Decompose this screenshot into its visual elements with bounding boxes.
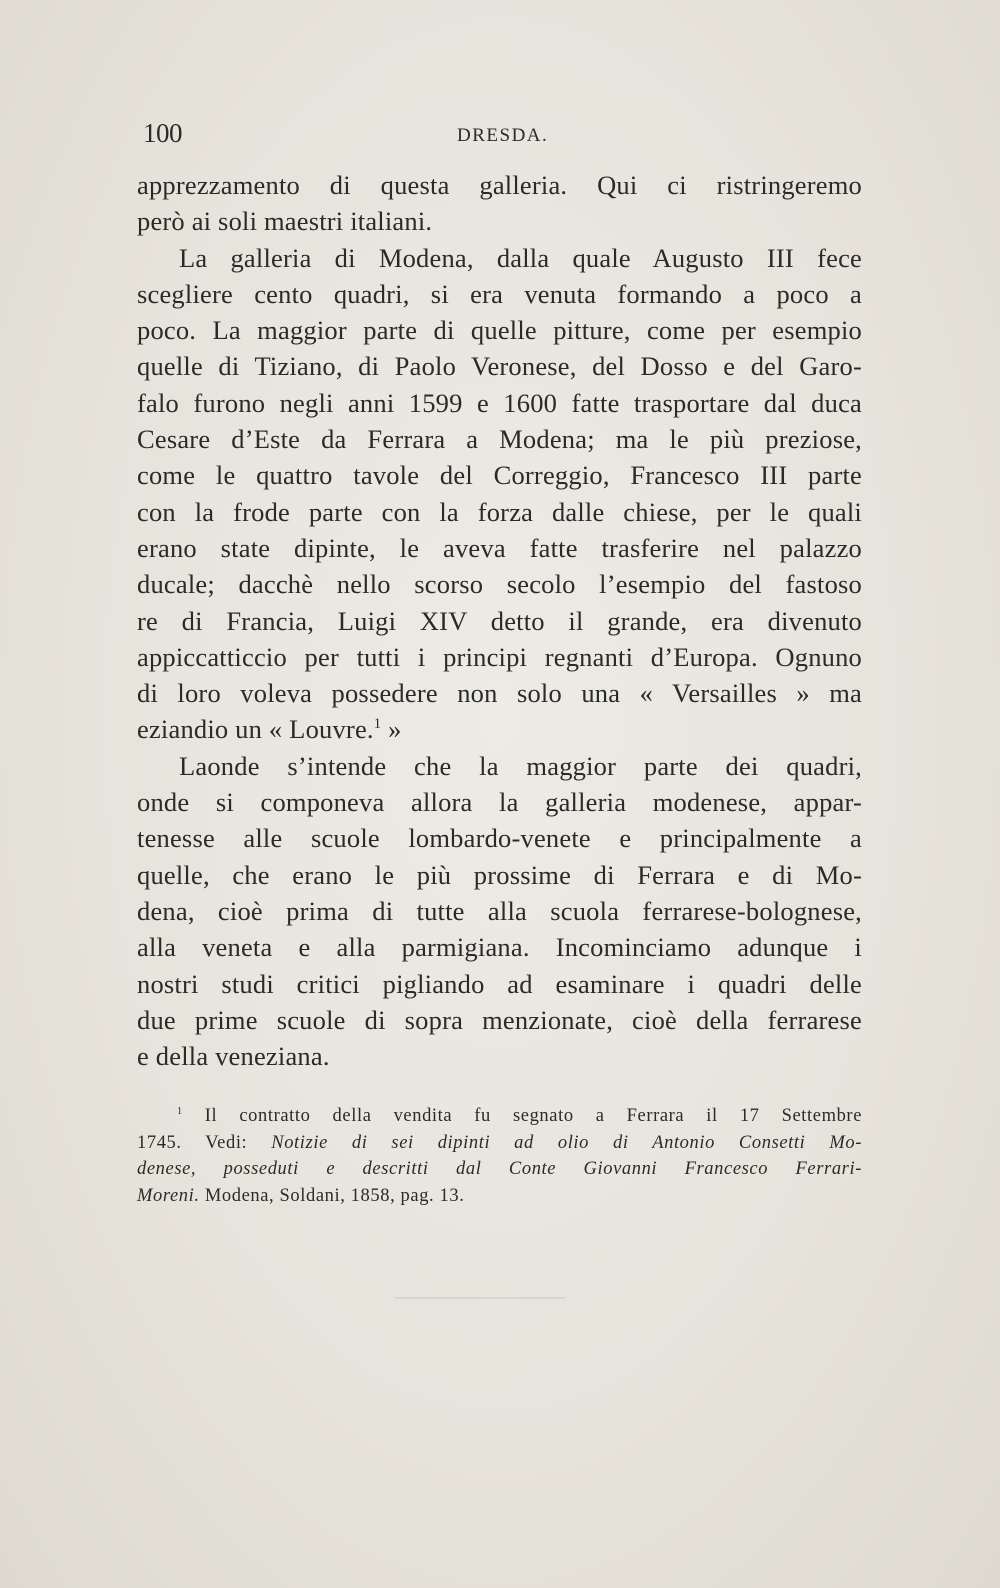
page-header: [143, 118, 860, 154]
footnote-title: Notizie di sei dipinti ad olio di Antonio Consetti Mo-: [271, 1132, 862, 1153]
text-line: nostri studi critici pigliando ad esaminare i quadri delle: [137, 968, 862, 999]
footnote-reference: 1: [373, 716, 382, 733]
text-line: di loro voleva possedere non solo una « Versailles » ma: [137, 678, 862, 709]
text-line: falo furono negli anni 1599 e 1600 fatte trasportare dal duca: [137, 387, 862, 418]
paragraph-2: [137, 240, 862, 748]
closing-quote: »: [388, 714, 402, 745]
text-line: ducale; dacchè nello scorso secolo l’esempio del fastoso: [137, 569, 862, 600]
paragraph-1: [137, 167, 862, 240]
text-line: La galleria di Modena, dalla quale Augusto III fece: [179, 242, 862, 273]
text-line: quelle di Tiziano, di Paolo Veronese, del Dosso e del Garo-: [137, 351, 862, 382]
footnote-text: Modena, Soldani, 1858, pag. 13.: [199, 1185, 465, 1206]
footnote-line: [137, 1183, 862, 1210]
text-line: con la frode parte con la forza dalle chiese, per le quali: [137, 496, 862, 527]
text-line: re di Francia, Luigi XIV detto il grande, era divenuto: [137, 605, 862, 636]
text-line: Cesare d’Este da Ferrara a Modena; ma le più preziose,: [137, 424, 862, 455]
running-title: DRESDA.: [457, 125, 549, 146]
text-line: appiccatticcio per tutti i principi regnanti d’Europa. Ognuno: [137, 641, 862, 672]
footnote-text: Il contratto della vendita fu segnato a Ferrara il 17 Settembre: [204, 1106, 863, 1126]
footnote-line: [137, 1130, 862, 1157]
text-line: poco. La maggior parte di quelle pitture, come per esempio: [137, 315, 862, 346]
body-text: [137, 167, 862, 1074]
text-line: apprezzamento di questa galleria. Qui ci ristringeremo: [137, 170, 862, 200]
text-line: due prime scuole di sopra menzionate, cioè della ferrarese: [137, 1004, 862, 1035]
text-line: erano state dipinte, le aveva fatte trasferire nel palazzo: [137, 532, 862, 563]
text-line: tenesse alle scuole lombardo-venete e principalmente a: [137, 823, 862, 854]
footnote-title: Moreni.: [137, 1185, 200, 1206]
text-line: scegliere cento quadri, si era venuta formando a poco a: [137, 278, 862, 309]
footnote-line: [137, 1156, 862, 1183]
text-line: come le quattro tavole del Correggio, Francesco III parte: [137, 460, 862, 491]
text-line: però ai soli maestri italiani.: [137, 206, 433, 237]
text-line: Laonde s’intende che la maggior parte dei quadri,: [179, 750, 862, 781]
footnote-line: [137, 1103, 862, 1130]
text-fragment: eziandio un « Louvre.: [137, 714, 374, 745]
page-number: 100: [143, 118, 182, 148]
text-line: dena, cioè prima di tutte alla scuola ferrarese-bolognese,: [137, 895, 862, 926]
show-through-from-reverse: [165, 1253, 870, 1333]
text-line: quelle, che erano le più prossime di Ferrara e di Mo-: [137, 859, 862, 890]
separator-rule: [395, 1297, 565, 1299]
footnote-marker: 1: [177, 1105, 183, 1117]
footnote-title: denese, posseduti e descritti dal Conte Giovanni Francesco Ferrari-: [137, 1159, 862, 1179]
text-line: alla veneta e alla parmigiana. Incominciamo adunque i: [137, 932, 862, 963]
footnote: [137, 1103, 862, 1209]
footnote-text: 1745. Vedi:: [137, 1132, 272, 1153]
paragraph-3: [137, 748, 862, 1075]
text-line: e della veneziana.: [137, 1041, 330, 1072]
text-line-with-note: [137, 711, 862, 747]
text-line: onde si componeva allora la galleria modenese, appar-: [137, 787, 862, 818]
